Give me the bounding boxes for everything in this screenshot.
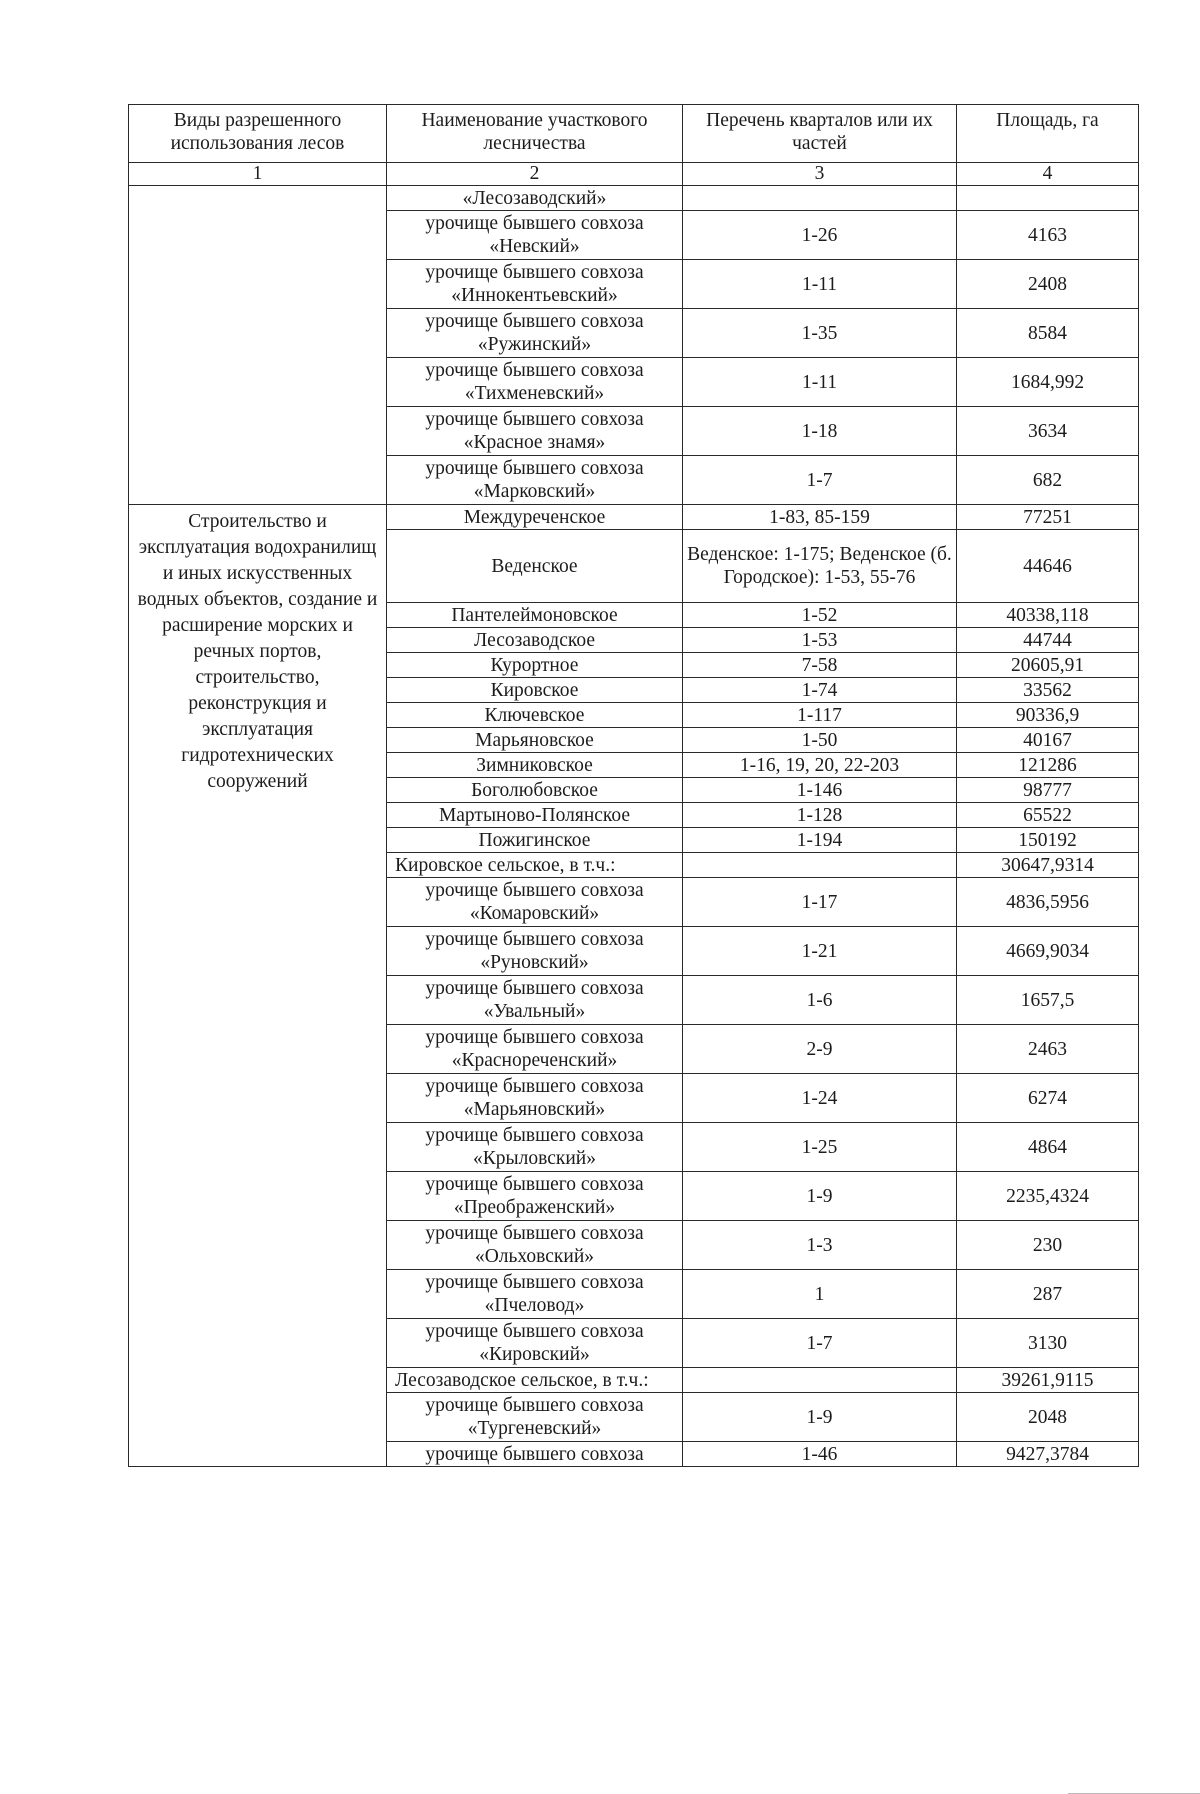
quarters-cell: 1-117: [683, 703, 957, 728]
quarters-cell: 1-26: [683, 211, 957, 260]
forestry-name-cell: урочище бывшего совхоза «Марьяновский»: [387, 1074, 683, 1123]
quarters-cell: 1-11: [683, 358, 957, 407]
use-type-cell-empty: [129, 186, 387, 505]
quarters-cell: 7-58: [683, 653, 957, 678]
forestry-name-cell: Курортное: [387, 653, 683, 678]
table-column-numbers-row: [129, 163, 1139, 186]
area-cell: 4669,9034: [957, 927, 1139, 976]
forestry-name-cell: Кировское сельское, в т.ч.:: [387, 853, 683, 878]
area-cell: 44744: [957, 628, 1139, 653]
area-cell: 287: [957, 1270, 1139, 1319]
forestry-name-cell: Веденское: [387, 530, 683, 603]
quarters-cell: 1-6: [683, 976, 957, 1025]
quarters-cell: 1-17: [683, 878, 957, 927]
area-cell: 98777: [957, 778, 1139, 803]
quarters-cell: 1-16, 19, 20, 22-203: [683, 753, 957, 778]
forestry-name-cell: урочище бывшего совхоза «Комаровский»: [387, 878, 683, 927]
use-type-cell: Строительство и эксплуатация водохранилищ и иных искусственных водных объектов, создание и расширение морских и речных портов, строительство, реконструкция и эксплуатация гидротехнических сооружений: [129, 505, 387, 1467]
quarters-cell: 1-9: [683, 1172, 957, 1221]
area-cell: 4864: [957, 1123, 1139, 1172]
quarters-cell: 1-74: [683, 678, 957, 703]
column-number: 3: [683, 163, 957, 186]
forest-use-table-page: [128, 104, 1138, 1467]
forestry-name-cell: «Лесозаводский»: [387, 186, 683, 211]
quarters-cell: 1-25: [683, 1123, 957, 1172]
header-area: Площадь, га: [957, 105, 1139, 163]
forestry-name-cell: урочище бывшего совхоза «Краснореченский»: [387, 1025, 683, 1074]
forestry-name-cell: урочище бывшего совхоза «Преображенский»: [387, 1172, 683, 1221]
header-forestry-name: Наименование участкового лесничества: [387, 105, 683, 163]
quarters-cell: [683, 186, 957, 211]
area-cell: [957, 186, 1139, 211]
forestry-name-cell: Ключевское: [387, 703, 683, 728]
forestry-name-cell: Пантелеймоновское: [387, 603, 683, 628]
area-cell: 4836,5956: [957, 878, 1139, 927]
header-quarters: Перечень кварталов или их частей: [683, 105, 957, 163]
column-number: 1: [129, 163, 387, 186]
area-cell: 1657,5: [957, 976, 1139, 1025]
quarters-cell: 1-194: [683, 828, 957, 853]
quarters-cell: 1-50: [683, 728, 957, 753]
forestry-name-cell: урочище бывшего совхоза «Кировский»: [387, 1319, 683, 1368]
forestry-name-cell: урочище бывшего совхоза «Увальный»: [387, 976, 683, 1025]
quarters-cell: 2-9: [683, 1025, 957, 1074]
forestry-name-cell: урочище бывшего совхоза «Ружинский»: [387, 309, 683, 358]
area-cell: 40167: [957, 728, 1139, 753]
area-cell: 40338,118: [957, 603, 1139, 628]
forestry-name-cell: урочище бывшего совхоза «Красное знамя»: [387, 407, 683, 456]
area-cell: 2463: [957, 1025, 1139, 1074]
quarters-cell: 1-9: [683, 1393, 957, 1442]
quarters-cell: 1: [683, 1270, 957, 1319]
forestry-name-cell: Лесозаводское сельское, в т.ч.:: [387, 1368, 683, 1393]
area-cell: 150192: [957, 828, 1139, 853]
column-number: 2: [387, 163, 683, 186]
quarters-cell: 1-11: [683, 260, 957, 309]
forestry-name-cell: Кировское: [387, 678, 683, 703]
area-cell: 2408: [957, 260, 1139, 309]
forestry-name-cell: урочище бывшего совхоза «Руновский»: [387, 927, 683, 976]
quarters-cell: 1-52: [683, 603, 957, 628]
forestry-name-cell: Лесозаводское: [387, 628, 683, 653]
quarters-cell: 1-83, 85-159: [683, 505, 957, 530]
forestry-name-cell: урочище бывшего совхоза «Тихменевский»: [387, 358, 683, 407]
area-cell: 230: [957, 1221, 1139, 1270]
forestry-name-cell: Пожигинское: [387, 828, 683, 853]
quarters-cell: 1-7: [683, 1319, 957, 1368]
header-use-type: Виды разрешенного использования лесов: [129, 105, 387, 163]
area-cell: 39261,9115: [957, 1368, 1139, 1393]
forestry-name-cell: Марьяновское: [387, 728, 683, 753]
forestry-name-cell: Междуреченское: [387, 505, 683, 530]
forestry-name-cell: Зимниковское: [387, 753, 683, 778]
quarters-cell: 1-21: [683, 927, 957, 976]
forestry-name-cell: Мартыново-Полянское: [387, 803, 683, 828]
quarters-cell: [683, 853, 957, 878]
area-cell: 44646: [957, 530, 1139, 603]
table-row: [129, 186, 1139, 211]
area-cell: 65522: [957, 803, 1139, 828]
quarters-cell: 1-7: [683, 456, 957, 505]
quarters-cell: 1-18: [683, 407, 957, 456]
quarters-cell: Веденское: 1-175; Веденское (б. Городское): 1-53, 55-76: [683, 530, 957, 603]
area-cell: 30647,9314: [957, 853, 1139, 878]
section-continued-rows: [129, 186, 1139, 505]
forestry-name-cell: урочище бывшего совхоза «Иннокентьевский»: [387, 260, 683, 309]
area-cell: 77251: [957, 505, 1139, 530]
forestry-name-cell: урочище бывшего совхоза «Ольховский»: [387, 1221, 683, 1270]
quarters-cell: 1-46: [683, 1442, 957, 1467]
table-row: [129, 505, 1139, 530]
forestry-name-cell: урочище бывшего совхоза «Крыловский»: [387, 1123, 683, 1172]
quarters-cell: [683, 1368, 957, 1393]
area-cell: 1684,992: [957, 358, 1139, 407]
column-number: 4: [957, 163, 1139, 186]
area-cell: 682: [957, 456, 1139, 505]
forestry-name-cell: урочище бывшего совхоза «Тургеневский»: [387, 1393, 683, 1442]
area-cell: 8584: [957, 309, 1139, 358]
section-hydro-construction-rows: [129, 505, 1139, 1467]
area-cell: 20605,91: [957, 653, 1139, 678]
area-cell: 6274: [957, 1074, 1139, 1123]
forestry-name-cell: Боголюбовское: [387, 778, 683, 803]
forestry-name-cell: урочище бывшего совхоза «Марковский»: [387, 456, 683, 505]
quarters-cell: 1-35: [683, 309, 957, 358]
area-cell: 3130: [957, 1319, 1139, 1368]
area-cell: 121286: [957, 753, 1139, 778]
area-cell: 2048: [957, 1393, 1139, 1442]
area-cell: 4163: [957, 211, 1139, 260]
area-cell: 2235,4324: [957, 1172, 1139, 1221]
area-cell: 3634: [957, 407, 1139, 456]
forestry-name-cell: урочище бывшего совхоза «Пчеловод»: [387, 1270, 683, 1319]
table-header-row: [129, 105, 1139, 163]
quarters-cell: 1-128: [683, 803, 957, 828]
quarters-cell: 1-24: [683, 1074, 957, 1123]
area-cell: 9427,3784: [957, 1442, 1139, 1467]
forest-use-table: [128, 104, 1139, 1467]
quarters-cell: 1-3: [683, 1221, 957, 1270]
quarters-cell: 1-53: [683, 628, 957, 653]
quarters-cell: 1-146: [683, 778, 957, 803]
area-cell: 33562: [957, 678, 1139, 703]
area-cell: 90336,9: [957, 703, 1139, 728]
forestry-name-cell: урочище бывшего совхоза «Невский»: [387, 211, 683, 260]
forestry-name-cell: урочище бывшего совхоза: [387, 1442, 683, 1467]
